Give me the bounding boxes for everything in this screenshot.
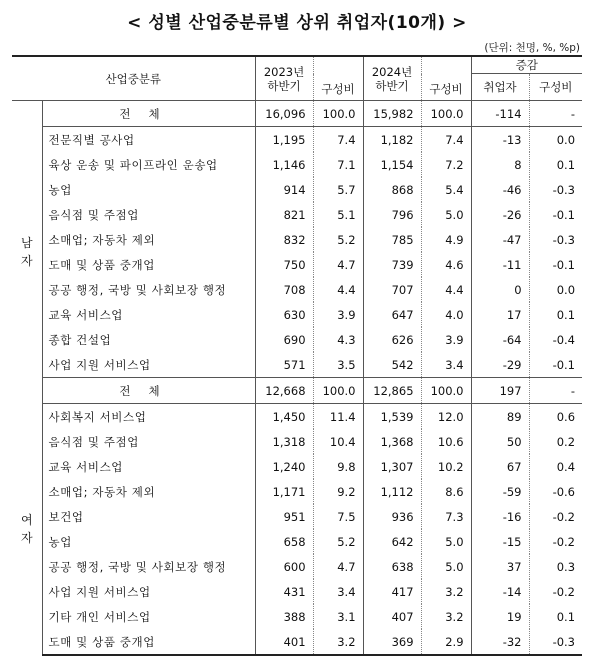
share-2023: 9.2 — [313, 479, 363, 504]
total-label: 전체 — [42, 378, 255, 404]
share-2024: 100.0 — [421, 101, 471, 127]
gender-char: 여 — [20, 513, 33, 528]
share-2024: 5.0 — [421, 554, 471, 579]
header-2023-year: 2023년 — [263, 64, 305, 79]
change-employed: 37 — [471, 554, 529, 579]
change-employed: -114 — [471, 101, 529, 127]
table-row — [12, 479, 582, 504]
industry-label: 교육 서비스업 — [42, 454, 255, 479]
value-2023: 708 — [255, 277, 313, 302]
table-row — [12, 454, 582, 479]
industry-label: 도매 및 상품 중개업 — [42, 252, 255, 277]
change-share: 0.1 — [556, 157, 576, 172]
value-2023: 388 — [255, 604, 313, 629]
industry-label: 사업 지원 서비스업 — [42, 352, 255, 378]
value-2024: 15,982 — [363, 101, 421, 127]
header-change-employed: 취업자 — [471, 74, 529, 101]
table-row — [12, 202, 582, 227]
share-2023: 3.2 — [313, 629, 363, 655]
male-total-row — [12, 101, 582, 127]
share-2023: 5.2 — [313, 227, 363, 252]
change-share: 0.3 — [556, 559, 576, 574]
header-2024-year: 2024년 — [371, 64, 413, 79]
share-2023: 7.4 — [313, 127, 363, 153]
change-share: 0.1 — [556, 609, 576, 624]
industry-label: 사업 지원 서비스업 — [42, 579, 255, 604]
value-2023: 16,096 — [255, 101, 313, 127]
share-2023: 3.5 — [313, 352, 363, 378]
share-2024: 7.3 — [421, 504, 471, 529]
female-total-row — [12, 378, 582, 404]
employment-table — [12, 55, 582, 656]
table-row — [12, 554, 582, 579]
change-employed: 50 — [471, 429, 529, 454]
share-2024: 4.6 — [421, 252, 471, 277]
change-employed: -15 — [471, 529, 529, 554]
change-share: -0.2 — [552, 534, 576, 549]
value-2024: 739 — [363, 252, 421, 277]
table-row — [12, 629, 582, 655]
change-share: -0.1 — [552, 257, 576, 272]
value-2024: 407 — [363, 604, 421, 629]
change-share: -0.4 — [552, 332, 576, 347]
share-2024: 8.6 — [421, 479, 471, 504]
table-row — [12, 152, 582, 177]
share-2023: 4.3 — [313, 327, 363, 352]
industry-label: 교육 서비스업 — [42, 302, 255, 327]
value-2023: 571 — [255, 352, 313, 378]
value-2024: 12,865 — [363, 378, 421, 404]
value-2023: 951 — [255, 504, 313, 529]
share-2024: 3.9 — [421, 327, 471, 352]
header-change-share: 구성비 — [529, 74, 582, 101]
value-2024: 1,154 — [363, 152, 421, 177]
share-2023: 4.7 — [313, 554, 363, 579]
table-body — [12, 101, 582, 656]
share-2024: 3.2 — [421, 604, 471, 629]
male-gender-label — [12, 127, 42, 378]
industry-label: 종합 건설업 — [42, 327, 255, 352]
value-2023: 832 — [255, 227, 313, 252]
value-2024: 936 — [363, 504, 421, 529]
value-2023: 630 — [255, 302, 313, 327]
share-2024: 10.6 — [421, 429, 471, 454]
table-row — [12, 177, 582, 202]
industry-label: 공공 행정, 국방 및 사회보장 행정 — [42, 554, 255, 579]
share-2024: 3.2 — [421, 579, 471, 604]
table-row — [12, 352, 582, 378]
gender-char: 자 — [20, 254, 33, 268]
value-2024: 542 — [363, 352, 421, 378]
header-2023-half: 하반기 — [267, 78, 301, 93]
change-share: 0.2 — [556, 434, 576, 449]
table-row — [12, 327, 582, 352]
change-share: 0.4 — [556, 459, 576, 474]
share-2023: 10.4 — [313, 429, 363, 454]
share-2024: 7.2 — [421, 152, 471, 177]
value-2024: 642 — [363, 529, 421, 554]
change-share: 0.0 — [556, 132, 576, 147]
share-2024: 5.4 — [421, 177, 471, 202]
header-2023-share — [313, 56, 363, 101]
change-share: -0.6 — [552, 484, 576, 499]
change-employed: 89 — [471, 404, 529, 430]
value-2023: 12,668 — [255, 378, 313, 404]
change-employed: 8 — [471, 152, 529, 177]
table-row — [12, 404, 582, 430]
value-2023: 914 — [255, 177, 313, 202]
share-2023: 3.4 — [313, 579, 363, 604]
gender-cell — [12, 101, 42, 127]
change-employed: -29 — [471, 352, 529, 378]
change-employed: -32 — [471, 629, 529, 655]
change-share: 0.0 — [556, 282, 576, 297]
value-2024: 1,539 — [363, 404, 421, 430]
industry-label: 음식점 및 주점업 — [42, 202, 255, 227]
table-header — [12, 56, 582, 101]
change-employed: -11 — [471, 252, 529, 277]
change-share: -0.1 — [529, 352, 582, 378]
share-2023: 11.4 — [313, 404, 363, 430]
change-share: - — [529, 101, 582, 127]
industry-label: 소매업; 자동차 제외 — [42, 479, 255, 504]
value-2024: 868 — [363, 177, 421, 202]
value-2024: 1,307 — [363, 454, 421, 479]
table-row — [12, 277, 582, 302]
share-2023: 7.5 — [313, 504, 363, 529]
change-employed: 67 — [471, 454, 529, 479]
value-2023: 401 — [255, 629, 313, 655]
header-2024-share-label: 구성비 — [429, 82, 463, 96]
industry-label: 보건업 — [42, 504, 255, 529]
header-2024-share — [421, 56, 471, 101]
change-employed: -13 — [471, 127, 529, 153]
value-2023: 431 — [255, 579, 313, 604]
change-share: -0.3 — [552, 182, 576, 197]
page-title: < 성별 산업중분류별 상위 취업자(10개) > — [127, 13, 467, 33]
gender-cell — [12, 378, 42, 404]
change-employed: -47 — [471, 227, 529, 252]
change-share: -0.1 — [552, 207, 576, 222]
industry-label: 기타 개인 서비스업 — [42, 604, 255, 629]
table-row — [12, 579, 582, 604]
change-employed: 17 — [471, 302, 529, 327]
share-2023: 3.9 — [313, 302, 363, 327]
value-2024: 1,112 — [363, 479, 421, 504]
value-2024: 626 — [363, 327, 421, 352]
table-row — [12, 127, 582, 153]
header-industry: 산업중분류 — [12, 56, 255, 101]
industry-label: 농업 — [42, 529, 255, 554]
header-2024-half: 하반기 — [375, 78, 409, 93]
value-2024: 369 — [363, 629, 421, 655]
change-employed: 0 — [471, 277, 529, 302]
gender-char: 자 — [20, 531, 33, 546]
table-row — [12, 504, 582, 529]
change-share: -0.3 — [552, 232, 576, 247]
value-2023: 1,450 — [255, 404, 313, 430]
value-2024: 707 — [363, 277, 421, 302]
share-2023: 5.7 — [313, 177, 363, 202]
value-2023: 1,146 — [255, 152, 313, 177]
gender-char: 남 — [20, 236, 33, 250]
share-2023: 100.0 — [313, 101, 363, 127]
share-2024: 100.0 — [421, 378, 471, 404]
share-2023: 5.2 — [313, 529, 363, 554]
value-2024: 647 — [363, 302, 421, 327]
industry-label: 음식점 및 주점업 — [42, 429, 255, 454]
value-2023: 658 — [255, 529, 313, 554]
change-employed: -16 — [471, 504, 529, 529]
value-2023: 750 — [255, 252, 313, 277]
header-2023-share-label: 구성비 — [321, 82, 355, 96]
share-2024: 4.0 — [421, 302, 471, 327]
value-2023: 1,171 — [255, 479, 313, 504]
value-2024: 1,182 — [363, 127, 421, 153]
share-2024: 12.0 — [421, 404, 471, 430]
share-2023: 5.1 — [313, 202, 363, 227]
share-2023: 9.8 — [313, 454, 363, 479]
change-share: -0.3 — [529, 629, 582, 655]
value-2024: 785 — [363, 227, 421, 252]
header-2023 — [255, 56, 313, 101]
share-2024: 5.0 — [421, 202, 471, 227]
share-2023: 100.0 — [313, 378, 363, 404]
value-2023: 821 — [255, 202, 313, 227]
value-2023: 1,318 — [255, 429, 313, 454]
industry-label: 육상 운송 및 파이프라인 운송업 — [42, 152, 255, 177]
share-2024: 4.4 — [421, 277, 471, 302]
value-2023: 1,195 — [255, 127, 313, 153]
share-2023: 7.1 — [313, 152, 363, 177]
share-2024: 7.4 — [421, 127, 471, 153]
change-share: - — [529, 378, 582, 404]
table-row — [12, 302, 582, 327]
table-row — [12, 529, 582, 554]
change-employed: -46 — [471, 177, 529, 202]
female-gender-label — [12, 404, 42, 656]
change-share: 0.1 — [556, 307, 576, 322]
value-2024: 417 — [363, 579, 421, 604]
share-2024: 2.9 — [421, 629, 471, 655]
header-change: 증감 — [471, 56, 582, 74]
change-share: -0.2 — [552, 509, 576, 524]
industry-label: 도매 및 상품 중개업 — [42, 629, 255, 655]
share-2023: 4.4 — [313, 277, 363, 302]
share-2024: 10.2 — [421, 454, 471, 479]
industry-label: 농업 — [42, 177, 255, 202]
change-employed: -14 — [471, 579, 529, 604]
unit-note: (단위: 천명, %, %p) — [484, 42, 580, 54]
value-2023: 690 — [255, 327, 313, 352]
share-2024: 5.0 — [421, 529, 471, 554]
industry-label: 사회복지 서비스업 — [42, 404, 255, 430]
value-2024: 638 — [363, 554, 421, 579]
value-2023: 1,240 — [255, 454, 313, 479]
share-2023: 4.7 — [313, 252, 363, 277]
share-2023: 3.1 — [313, 604, 363, 629]
industry-label: 공공 행정, 국방 및 사회보장 행정 — [42, 277, 255, 302]
change-employed: 19 — [471, 604, 529, 629]
industry-label: 소매업; 자동차 제외 — [42, 227, 255, 252]
change-share: 0.6 — [556, 409, 576, 424]
value-2023: 600 — [255, 554, 313, 579]
share-2024: 3.4 — [421, 352, 471, 378]
share-2024: 4.9 — [421, 227, 471, 252]
industry-label: 전문직별 공사업 — [42, 127, 255, 153]
change-employed: -26 — [471, 202, 529, 227]
value-2024: 1,368 — [363, 429, 421, 454]
table-row — [12, 604, 582, 629]
header-2024 — [363, 56, 421, 101]
change-employed: -64 — [471, 327, 529, 352]
change-employed: -59 — [471, 479, 529, 504]
table-row — [12, 252, 582, 277]
table-row — [12, 429, 582, 454]
total-label: 전체 — [42, 101, 255, 127]
table-row — [12, 227, 582, 252]
change-employed: 197 — [471, 378, 529, 404]
change-share: -0.2 — [552, 584, 576, 599]
value-2024: 796 — [363, 202, 421, 227]
